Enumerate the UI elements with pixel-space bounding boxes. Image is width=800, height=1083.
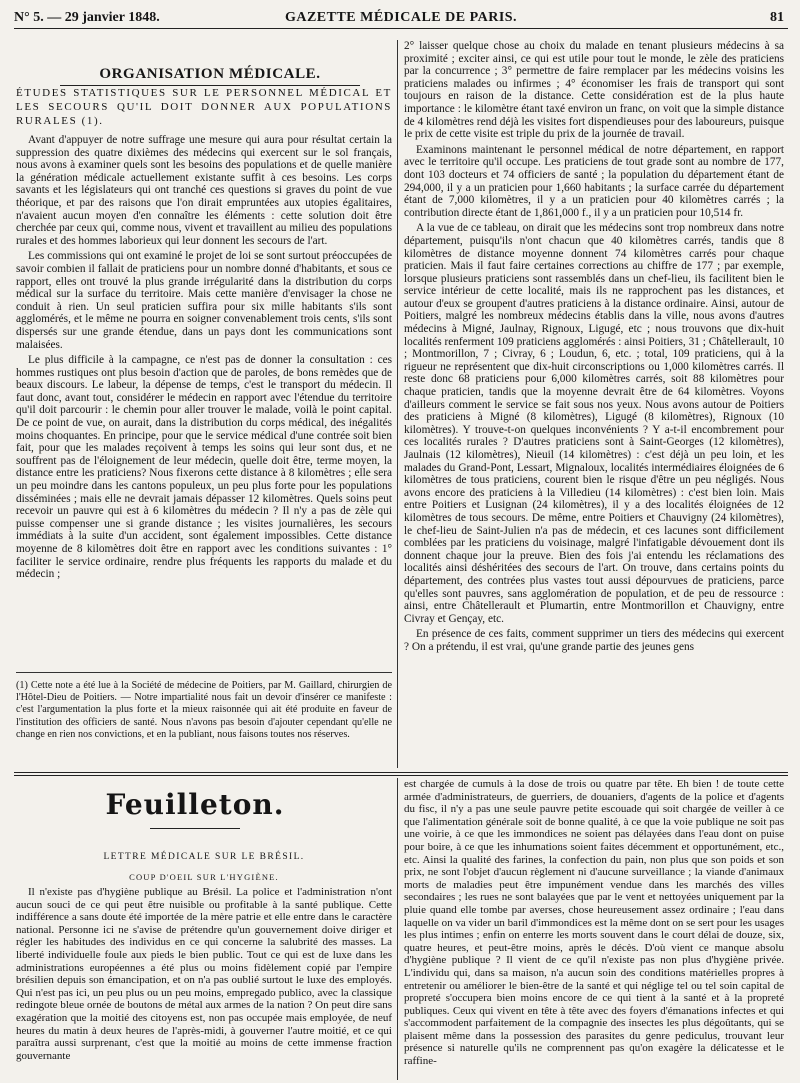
page-number: 81 <box>770 10 784 25</box>
section-title: ORGANISATION MÉDICALE. <box>60 66 360 86</box>
issue-date: N° 5. — 29 janvier 1848. <box>14 10 160 25</box>
paragraph: Le plus difficile à la campagne, ce n'est pas de donner la consultation : ces hommes rustiques ont plus besoin d'action que de paroles, de bons remèdes que de beaux discours. Le labeur, la dépense de temps, c'est le transport du médecin. Il faut donc, avant tout, considérer le médecin en rapport avec l'étendue du territoire qu'il doit parcourir : le chemin pour aller trouver le malade, voilà le point capital. De ce point de vue, on aurait, dans la distribution du corps médical, des inégalités moins choquantes. En principe, pour que le service médical d'une contrée soit bien fait, pour que les malades reçoivent à temps les soins qui leur sont dus, et ne souffrent pas de l'éloignement de leur médecin, quelle doit être, terme moyen, la distance entre les praticiens? Nous fixerons cette distance à 8 kilomètres ; elle sera un peu moindre dans les cantons populeux, un peu plus forte pour les populations disséminées ; mais elle ne devrait jamais dépasser 12 kilomètres. Quels soins peut recevoir un pauvre qui est à 6 kilomètres du médecin ? Il n'y a pas de zèle qui puisse compenser une si grande distance ; les visites journalières, les secours immédiats à la suite d'un accident, sont également impossibles. Cette distance moyenne de 8 kilomètres doit être en rapport avec les conditions suivantes : 1° faciliter le service ordinaire, rendre plus fréquents les rapports du malade et du médecin ; <box>16 354 392 581</box>
footnote: (1) Cette note a été lue à la Société de médecine de Poitiers, par M. Gaillard, chirurgien de l'Hôtel-Dieu de Poitiers. — Notre impartialité nous fait un devoir d'insérer ce manifeste : c'est l'argumentation la plus forte et la mieux raisonnée qui ait été produite en faveur de l'institution des officiers de santé. Nous n'avons pas besoin d'ajouter cependant qu'elle ne change en rien nos convictions, et en la publiant, nous faisons toutes nos réserves. <box>16 680 392 740</box>
journal-title: GAZETTE MÉDICALE DE PARIS. <box>284 10 518 25</box>
feuilleton-column-rule <box>397 778 398 1080</box>
page-header <box>14 10 788 29</box>
feuilleton-separator <box>14 775 788 776</box>
feuilleton-subheading: COUP D'OEIL SUR L'HYGIÈNE. <box>129 872 279 882</box>
paragraph: A la vue de ce tableau, on dirait que les médecins sont trop nombreux dans notre département, puisqu'ils n'ont chacun que 40 kilomètres carrés, tandis que 8 kilomètres de distance moyenne donnent 74 kilomètres carrés pour chaque praticien. Mais il faut faire certaines corrections au chiffre de 177 ; par exemple, lorsque plusieurs praticiens sont rassemblés dans un chef-lieu, ils facilitent bien le service intérieur de cette localité, mais ils ne rapprochent pas les distances, et autour d'eux se groupent d'autres praticiens à la distance ordinaire. Ainsi, autour de Poitiers, malgré les nombreux médecins établis dans la ville, nous avons d'autres médecins à Migné, Jaulnay, Rignoux, Ligugé, etc ; nous trouvons que dix-huit localités renferment 109 praticiens agglomérés : ainsi Poitiers, 31 ; Châtellerault, 10 ; Montmorillon, 7 ; Civray, 6 ; Loudun, 6, etc. ; total, 109 praticiens, qui à la rigueur ne représentent que dix-huit circonscriptions ou 1,000 kilomètres carrés. Il reste donc 68 praticiens pour 6,000 kilomètres carrés, soit 88 kilomètres pour chaque praticien, tandis que la moyenne devrait être de 64 kilomètres. Voyons d'ailleurs comment le service se fait sous nos yeux. Nous avons autour de Poitiers des praticiens à Migné (8 kilomètres), Ligugé (8 kilomètres), Rignoux (10 kilomètres). Y trouve-t-on quelques inconvénients ? Y a-t-il encombrement pour ces localités rurales ? D'autres praticiens sont à Saint-Georges (12 kilomètres), Jaulnais (12 kilomètres), Nieuil (14 kilomètres) : c'est déjà un peu loin, et les malades du Grand-Pont, Lessart, Mignaloux, localités intermédiaires éloignées de 6 kilomètres de tous praticiens, courent bien le risque d'être un peu négligés. Nous avons encore des praticiens à la Villedieu (14 kilomètres) : c'est bien loin. Mais entre Poitiers et Lusignan (24 kilomètres), il y a des localités éloignées de 12 kilomètres de tous secours. De même, entre Poitiers et Chauvigny (24 kilomètres), le chef-lieu de Saint-Julien n'a pas de médecin, et ces lacunes sont difficilement comblées par les praticiens du voisinage, malgré l'infatigable dévouement dont ils donnent chaque jour la preuve. Bien des fois j'ai entendu les réclamations des localités ainsi déshéritées des secours de l'art. On trouve, dans certains points du département, des contrées plus vastes tout aussi dépourvues de praticiens, parce qu'elles sont pauvres, sans agglomération de population, et de peu de ressource : ainsi, entre Châtellerault et Plumartin, entre Montmorillon et Chauvigny, entre Civray et Gençay, etc. <box>404 222 784 625</box>
feuilleton-separator <box>14 772 788 773</box>
right-column <box>404 40 784 770</box>
article-subtitle: ÉTUDES STATISTIQUES SUR LE PERSONNEL MÉDICAL ET LES SECOURS QU'IL DOIT DONNER AUX POPULATIONS RURALES (1). <box>16 87 392 127</box>
paragraph: est chargée de cumuls à la dose de trois ou quatre par tête. Eh bien ! de toute cette armée d'administrateurs, de guerriers, de douaniers, d'agents de la police et d'agents du fisc, il n'y a pas une seule pauvre petite escouade qui soit chargée de veiller à ce que l'alimentation générale soit de bonne qualité, à ce que la voie publique ne soit pas une voirie, à ce que les immondices ne soient pas délayées dans l'eau dont on puise pour boire, à ce que les inhumations soient faites décemment et opportunément, etc., etc. Ainsi la qualité des farines, la confection du pain, non plus que son poids et son prix, ne sont l'objet d'aucun règlement ni d'aucune surveillance ; la viande d'animaux morts de maladies peut être impunément vendue dans les marchés des villes secondaires ; les rues ne sont balayées que par le vent et nettoyées uniquement par la pluie quand elle tombe par averses, chose heureusement assez ordinaire ; l'eau dans laquelle on va vider un baril d'immondices est la même dont on se sert pour les usages les plus intimes ; enfin on enterre les morts souvent dans le court délai de douze, six, quatre heures, et peut-être moins, après le décès. D'où vient ce manque absolu d'hygiène publique ? Il vient de ce qu'il n'existe pas non plus d'hygiène privée. L'individu qui, dans sa maison, n'a aucun soin des conditions matérielles propres à entretenir ou améliorer le bien-être de la santé et qui néglige tel ou tel soin capital de propreté s'occupera bien moins encore de ce qui tient à la santé et à la propreté publiques. Ceux qui vivent en tête à tête avec des foyers d'émanations infectes et qui s'accommodent parfaitement de la compagnie des insectes les plus dégoûtants, qui se plaisent même dans la possession des parasites du genre pediculus, trouvant leur présence si naturelle qu'ils ne comprennent pas qu'on exagère la délicatesse et le raffine- <box>404 778 784 1068</box>
feuilleton-right-column <box>404 778 784 1080</box>
column-rule <box>397 40 398 768</box>
feuilleton-heading: LETTRE MÉDICALE SUR LE BRÉSIL. <box>103 852 305 862</box>
paragraph: Avant d'appuyer de notre suffrage une mesure qui aura pour résultat certain la suppression des quatre dixièmes des médecins qui exercent sur le sol français, nous avons à examiner quels sont les besoins des populations et de quelle manière la génération médicale actuellement existante suffit à ces besoins. Les corps savants et les législateurs qui ont tranché ces questions si graves du point de vue théorique, et par des raisons que l'on dirait empruntées aux utopies égalitaires, n'avaient aucun moyen d'en connaître les éléments : cette solution doit être cherchée par ceux qui, comme nous, vivent et travaillent au milieu des populations rurales et des hommes laborieux qui leur donnent les secours de l'art. <box>16 134 392 247</box>
paragraph: Il n'existe pas d'hygiène publique au Brésil. La police et l'administration n'ont aucun souci de ce qui peut être nuisible ou profitable à la santé publique. Cette indifférence a sans doute été importée de la mère patrie et elle entre dans le caractère national. Personne ici ne s'avise de prétendre qu'un gouvernement doive diriger et régler les habitudes des individus en ce qui concerne la salubrité des masses. La liberté individuelle foule aux pieds le bien public. Tout ce qui est de luxe dans les administrations européennes a été plus ou moins fidèlement copié par l'empire brésilien depuis son émancipation, et on n'a pas oublié surtout le luxe des employés. Qui n'est pas ici, un peu plus ou un peu moins, empregado publico, avec la classique redingote bleue ornée de boutons de métal aux armes de la nation ? On peut dire sans exagération que la moitié des citoyens est, non pas occupée mais employée, de neuf heures du matin à deux heures de l'après-midi, à gouverner l'autre moitié, et ce qui paraîtra aussi surprenant, c'est que la moitié au moins de cette immense fraction gouvernante <box>16 886 392 1062</box>
paragraph: En présence de ces faits, comment supprimer un tiers des médecins qui exercent ? On a prétendu, il est vrai, qu'une grande partie des jeunes gens <box>404 628 784 653</box>
paragraph: 2° laisser quelque chose au choix du malade en tenant plusieurs médecins à sa proximité ; exciter ainsi, ce qui est utile pour tout le monde, le zèle des praticiens par la concurrence ; 3° permettre de faire remplacer par les médecins voisins les praticiens malades ou infirmes ; 4° économiser les frais de transport qui sont toujours en raison de la distance. Cette considération est de la plus haute importance : le kilomètre étant taxé environ un franc, on voit que la simple distance de 4 kilomètres rend déjà les visites fort dispendieuses pour des laboureurs, puisque le prix de cette visite est triple du prix de la journée de travail. <box>404 40 784 141</box>
feuilleton-title-rule <box>150 828 240 829</box>
feuilleton-left-column <box>16 886 392 1080</box>
feuilleton-title: Feuilleton. <box>105 788 285 821</box>
paragraph: Examinons maintenant le personnel médical de notre département, en rapport avec le territoire qu'il occupe. Les praticiens de tout grade sont au nombre de 177, dont 103 docteurs et 74 officiers de santé ; la population du département étant de 294,000, il y a un praticien pour 1,660 habitants ; la surface carrée du département étant de 7,000 kilomètres, il y a un praticien pour 40 kilomètres carrés ; la contribution directe étant de 1,861,000 f., il y a un praticien pour 10,514 fr. <box>404 143 784 219</box>
left-column <box>16 68 392 708</box>
paragraph: Les commissions qui ont examiné le projet de loi se sont surtout préoccupées de savoir combien il fallait de praticiens pour un nombre donné d'habitants, et sous ce rapport, elles ont trouvé la plus grande irrégularité dans la distribution du corps médical sur la surface du territoire. Mais cette manière d'envisager la chose ne conduit à rien. Un seul praticien suffira pour six mille habitants s'ils sont agglomérés, et le même ne pourra en soigner convenablement trois cents, s'ils sont dispersés sur une grande étendue, dans un pays dont les communications sont malaisées. <box>16 250 392 351</box>
footnote-rule <box>16 672 392 673</box>
